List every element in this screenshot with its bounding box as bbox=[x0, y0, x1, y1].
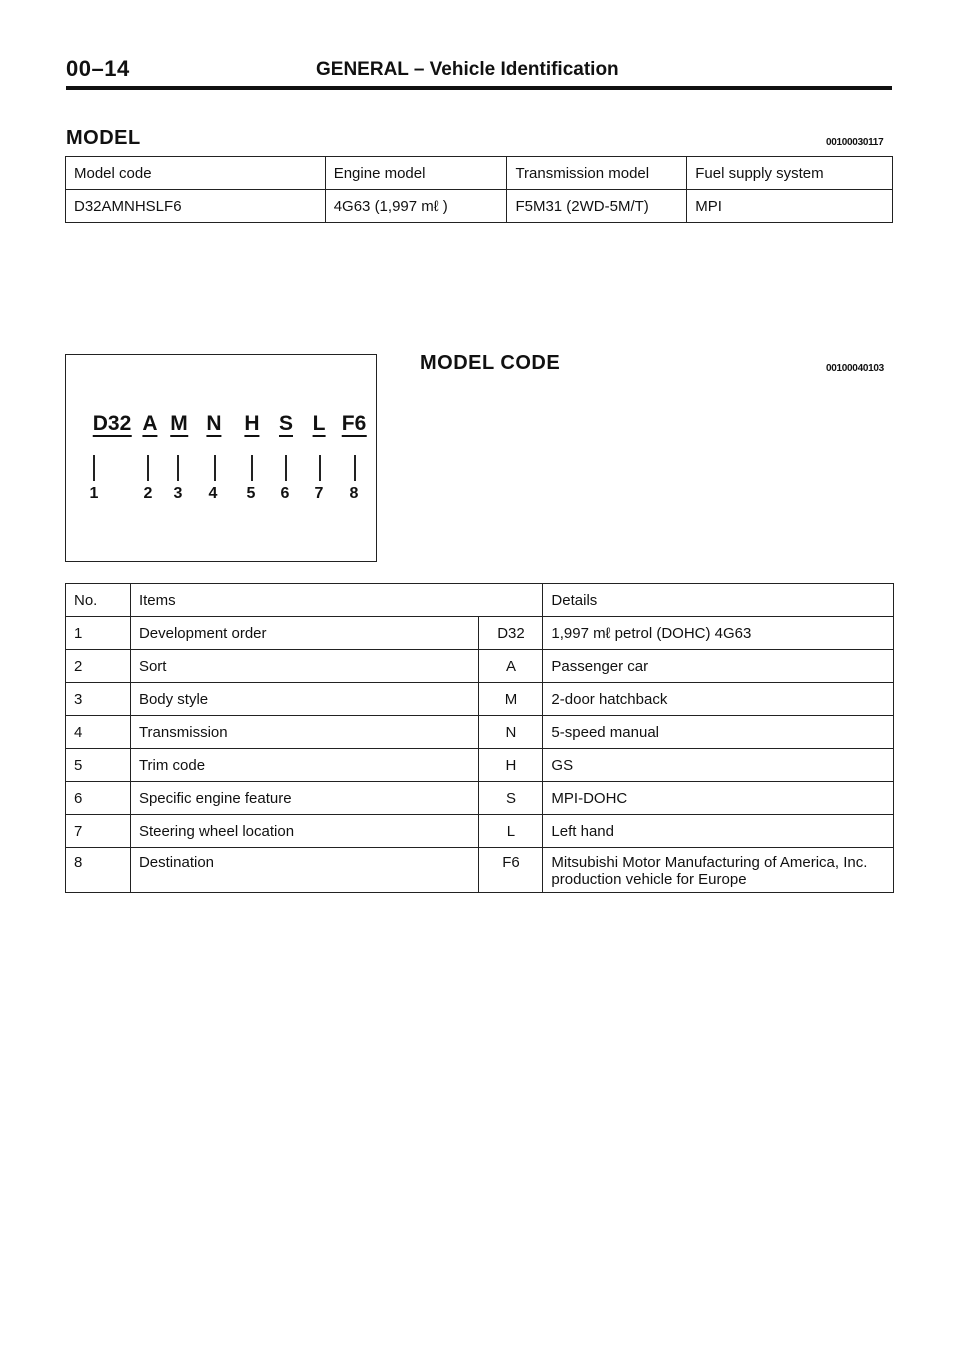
row-detail: GS bbox=[543, 749, 894, 782]
code-letter: L bbox=[312, 412, 326, 435]
table-row bbox=[66, 683, 894, 716]
code-connector-line bbox=[147, 455, 149, 481]
row-detail: 2-door hatchback bbox=[543, 683, 894, 716]
row-detail: MPI-DOHC bbox=[543, 782, 894, 815]
code-letter: N bbox=[206, 412, 222, 435]
row-code: M bbox=[479, 683, 543, 716]
row-detail: Passenger car bbox=[543, 650, 894, 683]
table-row bbox=[66, 848, 894, 893]
header-no: No. bbox=[66, 584, 131, 617]
code-letter: A bbox=[142, 412, 158, 435]
page-header bbox=[66, 56, 892, 90]
row-item: Sort bbox=[130, 650, 479, 683]
code-connector-line bbox=[214, 455, 216, 481]
row-code: D32 bbox=[479, 617, 543, 650]
page-title: GENERAL – Vehicle Identification bbox=[316, 59, 619, 80]
row-code: A bbox=[479, 650, 543, 683]
code-number: 6 bbox=[280, 485, 290, 502]
row-code: F6 bbox=[479, 848, 543, 893]
model-section-title: MODEL bbox=[66, 127, 141, 149]
row-item: Body style bbox=[130, 683, 479, 716]
model-code-items-table bbox=[65, 583, 894, 893]
row-code: H bbox=[479, 749, 543, 782]
code-number: 7 bbox=[314, 485, 324, 502]
code-connector-line bbox=[285, 455, 287, 481]
model-table-row bbox=[66, 190, 893, 223]
row-item: Trim code bbox=[130, 749, 479, 782]
model-header-cell: Model code bbox=[66, 157, 326, 190]
model-value-cell: F5M31 (2WD-5M/T) bbox=[507, 190, 687, 223]
row-no: 4 bbox=[66, 716, 131, 749]
row-detail: 1,997 mℓ petrol (DOHC) 4G63 bbox=[543, 617, 894, 650]
model-value-cell: D32AMNHSLF6 bbox=[66, 190, 326, 223]
code-number: 5 bbox=[246, 485, 256, 502]
code-connector-line bbox=[93, 455, 95, 481]
code-letter: F6 bbox=[341, 412, 367, 435]
row-detail: 5-speed manual bbox=[543, 716, 894, 749]
table-row bbox=[66, 650, 894, 683]
header-items: Items bbox=[130, 584, 542, 617]
row-no: 6 bbox=[66, 782, 131, 815]
row-detail: Left hand bbox=[543, 815, 894, 848]
code-number: 8 bbox=[349, 485, 359, 502]
row-no: 1 bbox=[66, 617, 131, 650]
row-no: 8 bbox=[66, 848, 131, 893]
code-number: 1 bbox=[89, 485, 99, 502]
model-header-cell: Fuel supply system bbox=[687, 157, 893, 190]
table-row bbox=[66, 782, 894, 815]
code-number: 4 bbox=[208, 485, 218, 502]
model-table bbox=[65, 156, 893, 223]
code-letter: H bbox=[244, 412, 260, 435]
code-connector-line bbox=[354, 455, 356, 481]
model-code-diagram bbox=[65, 354, 377, 562]
row-no: 5 bbox=[66, 749, 131, 782]
model-code-ref-code: 00100040103 bbox=[826, 363, 884, 374]
model-code-section-title: MODEL CODE bbox=[420, 352, 561, 374]
items-table-header-row bbox=[66, 584, 894, 617]
table-row bbox=[66, 815, 894, 848]
row-code: N bbox=[479, 716, 543, 749]
row-item: Destination bbox=[130, 848, 479, 893]
row-item: Specific engine feature bbox=[130, 782, 479, 815]
row-item: Transmission bbox=[130, 716, 479, 749]
code-connector-line bbox=[319, 455, 321, 481]
row-item: Development order bbox=[130, 617, 479, 650]
row-item: Steering wheel location bbox=[130, 815, 479, 848]
row-code: S bbox=[479, 782, 543, 815]
code-number: 3 bbox=[173, 485, 183, 502]
row-detail-line: production vehicle for Europe bbox=[551, 871, 747, 888]
row-detail-line: Mitsubishi Motor Manufacturing of America, Inc. bbox=[551, 854, 868, 871]
table-row bbox=[66, 716, 894, 749]
row-no: 3 bbox=[66, 683, 131, 716]
model-value-cell: 4G63 (1,997 mℓ ) bbox=[325, 190, 507, 223]
model-value-cell: MPI bbox=[687, 190, 893, 223]
model-header-cell: Engine model bbox=[325, 157, 507, 190]
code-letter: S bbox=[278, 412, 294, 435]
model-header-cell: Transmission model bbox=[507, 157, 687, 190]
code-connector-line bbox=[177, 455, 179, 481]
row-code: L bbox=[479, 815, 543, 848]
row-no: 7 bbox=[66, 815, 131, 848]
code-letter: D32 bbox=[92, 412, 132, 435]
table-row bbox=[66, 617, 894, 650]
code-letter: M bbox=[170, 412, 188, 435]
page-number: 00–14 bbox=[66, 56, 130, 81]
table-row bbox=[66, 749, 894, 782]
code-connector-line bbox=[251, 455, 253, 481]
code-number: 2 bbox=[143, 485, 153, 502]
row-no: 2 bbox=[66, 650, 131, 683]
row-detail bbox=[543, 848, 894, 893]
model-ref-code: 00100030117 bbox=[826, 137, 884, 148]
header-details: Details bbox=[543, 584, 894, 617]
model-table-header-row bbox=[66, 157, 893, 190]
